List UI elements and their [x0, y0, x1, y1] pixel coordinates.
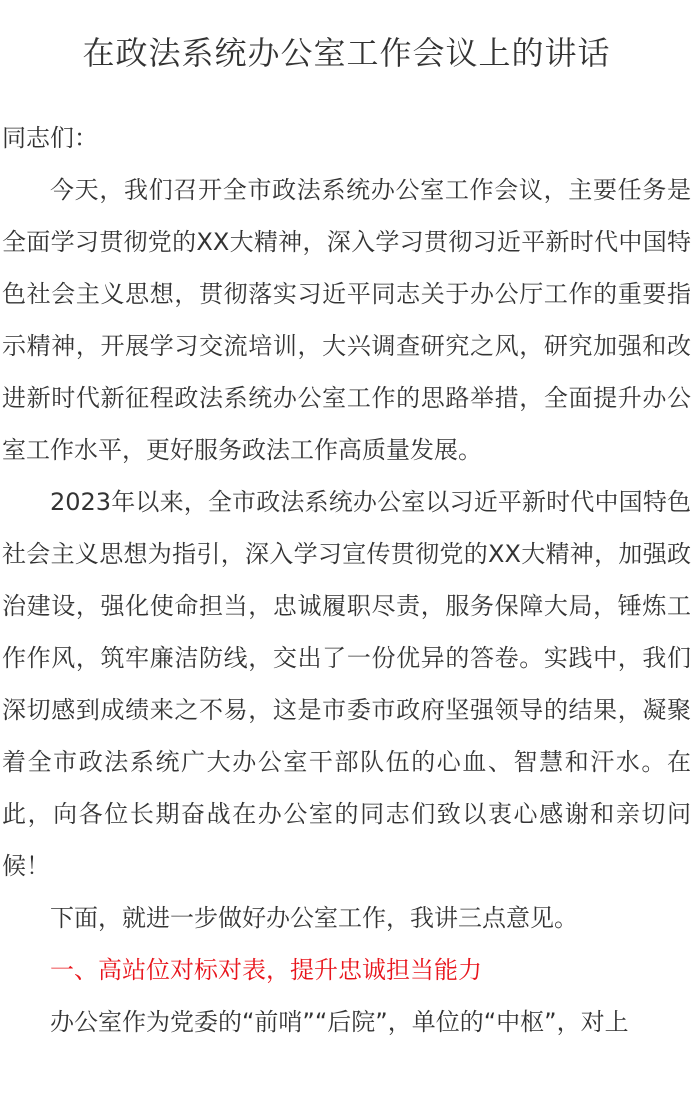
- paragraph-transition: 下面，就进一步做好办公室工作，我讲三点意见。: [50, 904, 578, 932]
- section-heading: 一、高站位对标对表，提升忠诚担当能力: [50, 956, 482, 984]
- paragraph-intro: 今天，我们召开全市政法系统办公室工作会议，主要任务是全面学习贯彻党的XX大精神，深入学习贯彻习近平新时代中国特色社会主义思想，贯彻落实习近平同志关于办公厅工作的重要指示精神，开展学习交流培训，大兴调查研究之风，研究加强和改进新时代新征程政法系统办公室工作的思路举措，全面提升办公室工作水平，更好服务政法工作高质量发展。: [2, 176, 691, 464]
- paragraph-section-1: 办公室作为党委的“前哨”“后院”，单位的“中枢”，对上: [50, 1008, 629, 1036]
- paragraph-achievements: 2023年以来，全市政法系统办公室以习近平新时代中国特色社会主义思想为指引，深入学习宣传贯彻党的XX大精神，加强政治建设，强化使命担当，忠诚履职尽责，服务保障大局，锤炼工作作风，筑牢廉洁防线，交出了一份优异的答卷。实践中，我们深切感到成绩来之不易，这是市委市政府坚强领导的结果，凝聚着全市政法系统广大办公室干部队伍的心血、智慧和汗水。在此，向各位长期奋战在办公室的同志们致以衷心感谢和亲切问候！: [2, 488, 691, 880]
- greeting: 同志们：: [2, 124, 98, 152]
- document-title: 在政法系统办公室工作会议上的讲话: [82, 34, 611, 72]
